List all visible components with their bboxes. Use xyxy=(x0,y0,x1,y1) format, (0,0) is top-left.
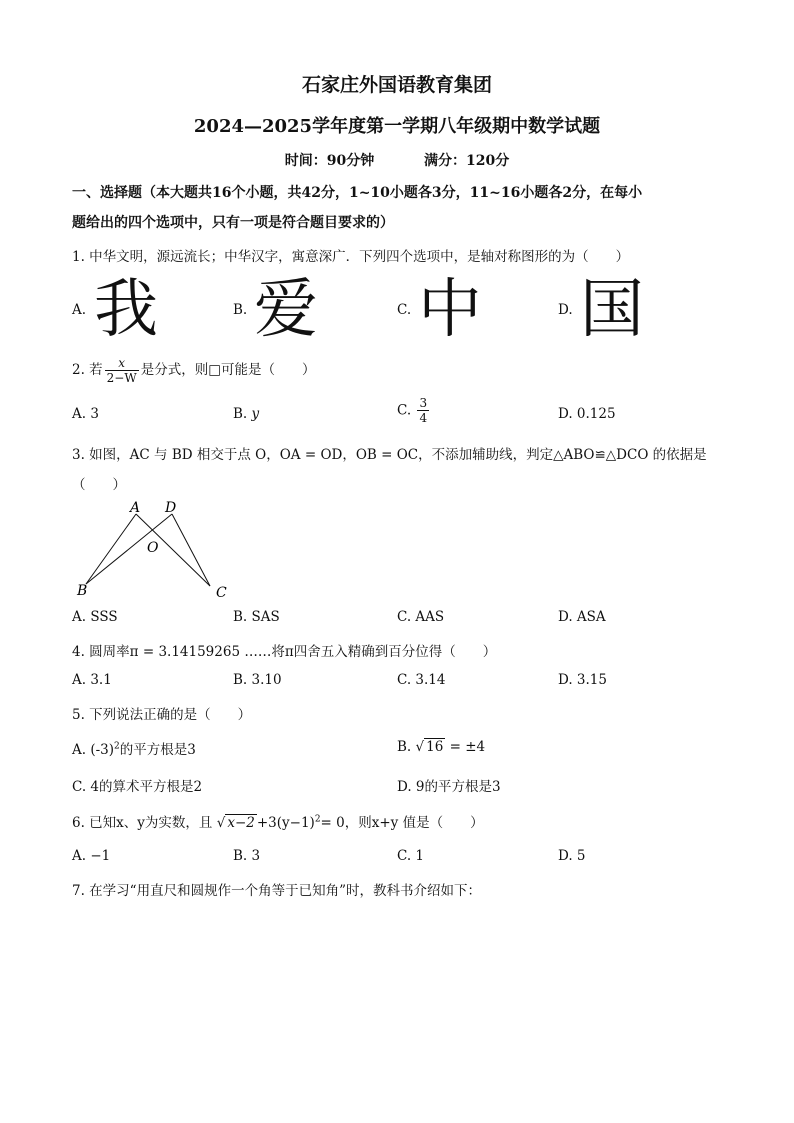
label-a: A xyxy=(130,500,141,516)
q4-stem: 4. 圆周率π = 3.14159265 ……将π四舍五入精确到百分位得（ ） xyxy=(72,644,497,660)
q5-stem: 5. 下列说法正确的是（ ） xyxy=(72,707,252,723)
label-d: D xyxy=(165,500,177,516)
sqrt-sign: √ xyxy=(216,815,226,831)
q6-sup: 2 xyxy=(314,814,321,825)
q6-pre: 6. 已知x、y为实数，且 xyxy=(72,815,213,831)
section-line-1: 一、选择题（本大题共16个小题，共42分，1~10小题各3分，11~16小题各2分，在每小 xyxy=(72,185,643,201)
q2-option-c-den: 4 xyxy=(419,411,428,425)
q3-option-a: A. SSS xyxy=(72,609,118,625)
q1-option-a: A. xyxy=(72,302,87,318)
q5-option-b-post: = ±4 xyxy=(449,739,486,755)
label-c: C xyxy=(216,585,227,601)
q1-char-c: 中 xyxy=(418,273,482,347)
q1-option-d: D. xyxy=(558,302,573,318)
school-name: 石家庄外国语教育集团 xyxy=(301,74,492,96)
q1-char-a: 我 xyxy=(94,273,158,347)
q5-option-a xyxy=(72,738,196,758)
q1-option-b: B. xyxy=(233,302,248,318)
q4-option-a: A. 3.1 xyxy=(72,672,112,688)
q5-option-a-sup: 2 xyxy=(114,741,120,752)
q2-option-d: D. 0.125 xyxy=(558,406,616,422)
q3-figure xyxy=(72,498,242,603)
q2-stem xyxy=(72,356,315,385)
exam-title: 2024—2025学年度第一学期八年级期中数学试题 xyxy=(193,116,601,137)
section-line-2: 题给出的四个选项中，只有一项是符合题目要求的） xyxy=(72,215,394,231)
label-o: O xyxy=(147,540,159,556)
q2-prefix: 2. 若 xyxy=(72,362,103,378)
time-info: 时间：90分钟 xyxy=(284,153,375,169)
q3-option-c: C. AAS xyxy=(397,609,445,625)
q6-mid: +3(y−1) xyxy=(256,815,315,831)
score-info: 满分：120分 xyxy=(424,153,510,169)
q2-option-c-fraction xyxy=(417,396,429,425)
q2-option-c-label: C. xyxy=(397,402,412,419)
q3-option-d: D. ASA xyxy=(558,609,606,625)
q2-option-b-value: y xyxy=(251,406,260,422)
q5-option-c: C. 4的算术平方根是2 xyxy=(72,779,203,795)
q2-suffix: 是分式，则□可能是（ ） xyxy=(140,362,316,378)
q2-option-a: A. 3 xyxy=(72,406,99,422)
q3-stem-line-2: （ ） xyxy=(72,477,126,493)
q1-option-c: C. xyxy=(397,302,412,318)
q6-option-b: B. 3 xyxy=(233,848,261,864)
q5-option-b xyxy=(397,738,485,755)
q1-char-b: 爱 xyxy=(254,273,318,347)
q6-option-c: C. 1 xyxy=(397,848,425,864)
q5-option-a-pre: A. (-3) xyxy=(72,742,115,758)
q2-option-c-num: 3 xyxy=(419,396,428,410)
q7-stem: 7. 在学习“用直尺和圆规作一个角等于已知角”时，教科书介绍如下： xyxy=(72,883,481,899)
q2-fraction xyxy=(105,356,139,385)
q3-stem-line-1: 3. 如图，AC 与 BD 相交于点 O，OA = OD，OB = OC，不添加辅助线，判定△ABO≌△DCO 的依据是 xyxy=(72,447,707,463)
q4-option-c: C. 3.14 xyxy=(397,672,446,688)
q6-option-d: D. 5 xyxy=(558,848,586,864)
q4-option-b: B. 3.10 xyxy=(233,672,282,688)
q5-option-b-radicand: 16 xyxy=(426,739,444,755)
q5-option-b-label: B. xyxy=(397,739,412,755)
sqrt-sign: √ xyxy=(415,739,425,755)
q5-option-d: D. 9的平方根是3 xyxy=(397,779,501,795)
section-heading xyxy=(72,178,642,238)
q6-stem xyxy=(72,811,484,831)
q6-post: = 0，则x+y 值是（ ） xyxy=(320,815,484,831)
q2-option-b xyxy=(233,406,259,422)
q5-option-a-post: 的平方根是3 xyxy=(119,742,196,758)
q6-option-a: A. −1 xyxy=(72,848,111,864)
q4-option-d: D. 3.15 xyxy=(558,672,607,688)
exam-info xyxy=(0,150,794,170)
q2-option-c xyxy=(397,396,431,425)
q6-radicand: x−2 xyxy=(227,815,255,831)
q3-option-b: B. SAS xyxy=(233,609,280,625)
q2-option-b-label: B. xyxy=(233,406,248,422)
q1-stem: 1. 中华文明，源远流长；中华汉字，寓意深广．下列四个选项中，是轴对称图形的为（ ） xyxy=(72,249,630,265)
label-b: B xyxy=(77,583,88,599)
segment-dc xyxy=(172,514,210,586)
q2-frac-num: x xyxy=(105,356,139,371)
q1-char-d: 国 xyxy=(580,273,644,347)
q2-frac-den: 2−W xyxy=(106,371,137,385)
